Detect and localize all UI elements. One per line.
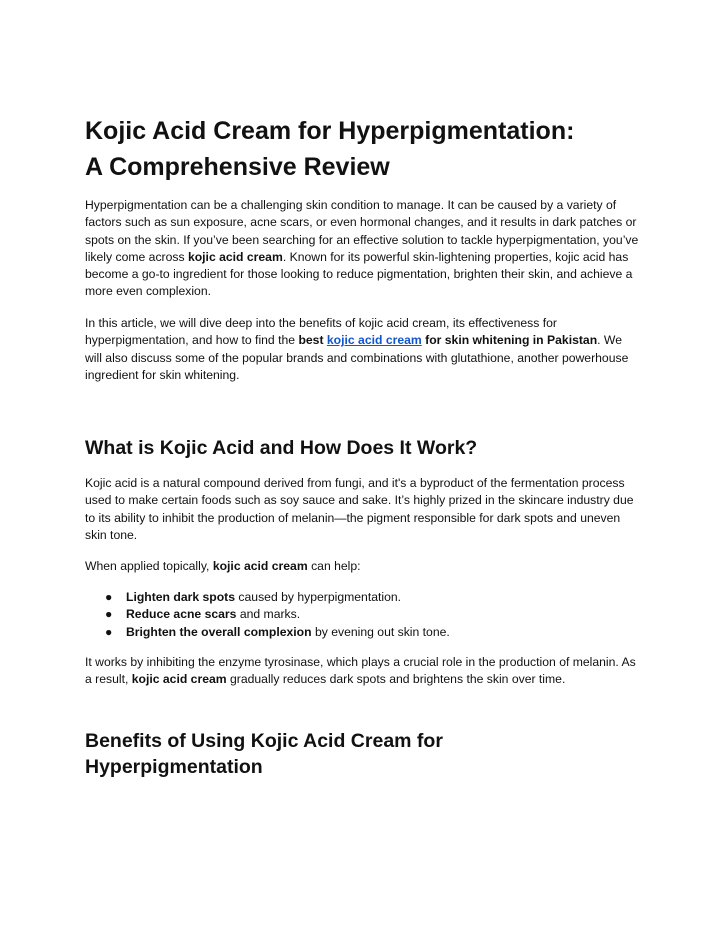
section-heading-what-is: What is Kojic Acid and How Does It Work? — [85, 437, 478, 459]
intro-paragraph-2: In this article, we will dive deep into the benefits of kojic acid cream, its effectiveness for hyperpigmentation, and how to find the best kojic acid cream for skin whitening in Pakistan. We will also discuss some of the popular brands and combinations with glutathione, another powerhouse ingredient for skin whitening. — [85, 316, 629, 382]
list-item: ● Brighten the overall complexion by evening out skin tone. — [85, 624, 640, 641]
kojic-acid-cream-link[interactable]: kojic acid cream — [326, 333, 422, 348]
section1-paragraph-2: When applied topically, kojic acid cream can help: — [85, 559, 361, 573]
list-item: ● Reduce acne scars and marks. — [85, 606, 640, 623]
page-title — [85, 113, 645, 185]
title-line-1: Kojic Acid Cream for Hyperpigmentation: — [85, 117, 575, 145]
keyword-bold: kojic acid cream — [187, 249, 283, 264]
section-heading-benefits: Benefits of Using Kojic Acid Cream for Hyperpigmentation — [85, 730, 443, 778]
keyword-best: best — [298, 333, 324, 348]
bullet-icon: ● — [105, 607, 113, 622]
bullet-icon: ● — [105, 624, 113, 639]
title-line-2: A Comprehensive Review — [85, 153, 390, 181]
keyword-bold-2: for skin whitening in Pakistan — [425, 333, 598, 348]
section1-paragraph-3: It works by inhibiting the enzyme tyrosinase, which plays a crucial role in the production of melanin. As a result, kojic acid cream gradually reduces dark spots and brightens the skin over time. — [85, 655, 636, 687]
intro-paragraph-1: Hyperpigmentation can be a challenging skin condition to manage. It can be caused by a variety of factors such as sun exposure, acne scars, or even hormonal changes, and it results in dark patches or spots on the skin. If you’ve been searching for an effective solution to tackle hyperpigmentation, you’ve likely come across kojic acid cream. Known for its powerful skin-lightening properties, kojic acid has become a go-to ingredient for those looking to reduce pigmentation, brighten their skin, and achieve a more even complexion. — [85, 198, 639, 299]
bullet-icon: ● — [105, 590, 113, 604]
list-item: ● Lighten dark spots caused by hyperpigmentation. — [85, 589, 640, 606]
benefits-list — [85, 589, 640, 641]
section1-paragraph-1: Kojic acid is a natural compound derived from fungi, and it's a byproduct of the fermentation process used to make certain foods such as soy sauce and sake. It’s highly prized in the skincare industry due to its ability to inhibit the production of melanin—the pigment responsible for dark spots and uneven skin tone. — [85, 476, 634, 542]
